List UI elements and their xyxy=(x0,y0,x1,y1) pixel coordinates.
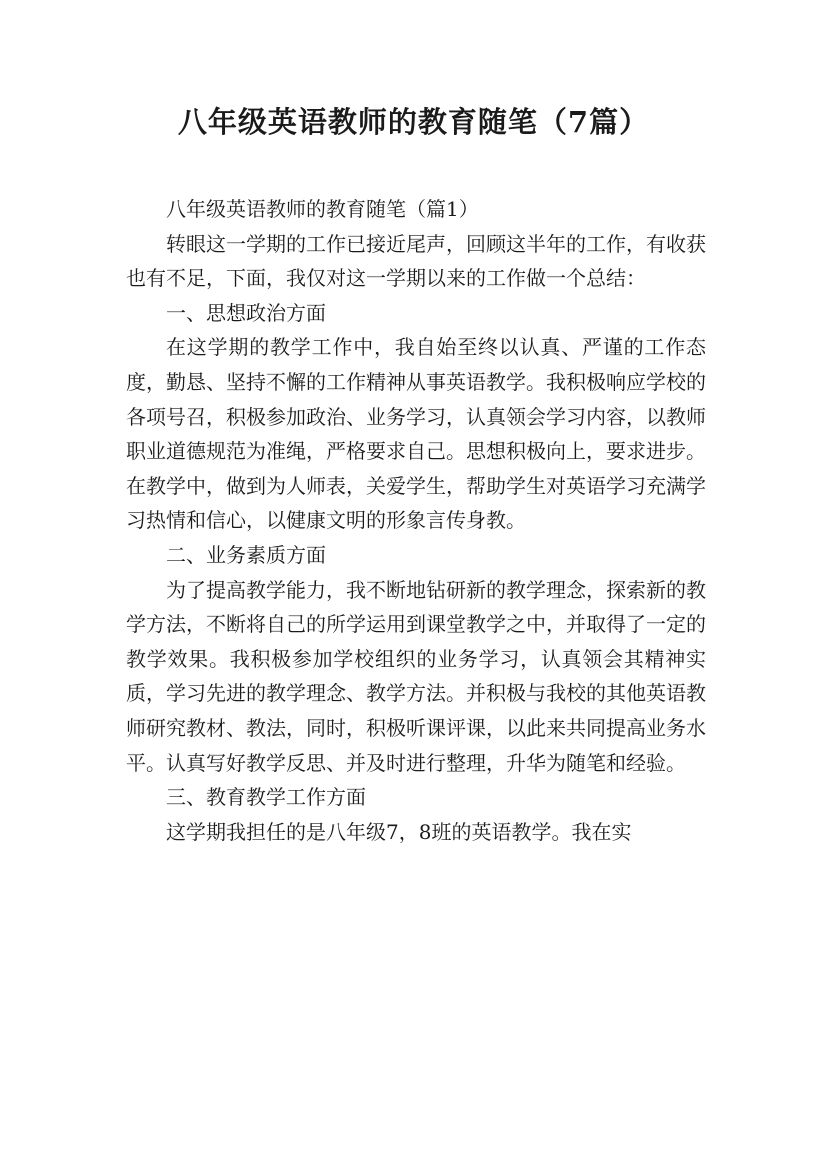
professional-paragraph: 为了提高教学能力，我不断地钻研新的教学理念，探索新的教学方法，不断将自己的所学运用到课堂教学之中，并取得了一定的教学效果。我积极参加学校组织的业务学习，认真领会其精神实质，学习先进的教学理念、教学方法。并积极与我校的其他英语教师研究教材、教法，同时，积极听课评课，以此来共同提高业务水平。认真写好教学反思、并及时进行整理，升华为随笔和经验。 xyxy=(126,577,706,775)
document-title: 八年级英语教师的教育随笔（7篇） xyxy=(177,105,650,139)
section-heading-professional: 二、业务素质方面 xyxy=(166,542,326,567)
document-body xyxy=(126,192,706,849)
teaching-paragraph: 这学期我担任的是八年级7，8班的英语教学。我在实 xyxy=(166,819,632,844)
intro-paragraph: 转眼这一学期的工作已接近尾声，回顾这半年的工作，有收获也有不足，下面，我仅对这一学期以来的工作做一个总结： xyxy=(126,231,706,291)
politics-paragraph: 在这学期的教学工作中，我自始至终以认真、严谨的工作态度，勤恳、坚持不懈的工作精神从事英语教学。我积极响应学校的各项号召，积极参加政治、业务学习，认真领会学习内容，以教师职业道德规范为准绳，严格要求自己。思想积极向上，要求进步。在教学中，做到为人师表，关爱学生，帮助学生对英语学习充满学习热情和信心，以健康文明的形象言传身教。 xyxy=(126,335,706,533)
section-heading-politics: 一、思想政治方面 xyxy=(166,300,326,325)
section-heading-part1: 八年级英语教师的教育随笔（篇1） xyxy=(166,197,479,221)
section-heading-teaching: 三、教育教学工作方面 xyxy=(166,785,366,810)
